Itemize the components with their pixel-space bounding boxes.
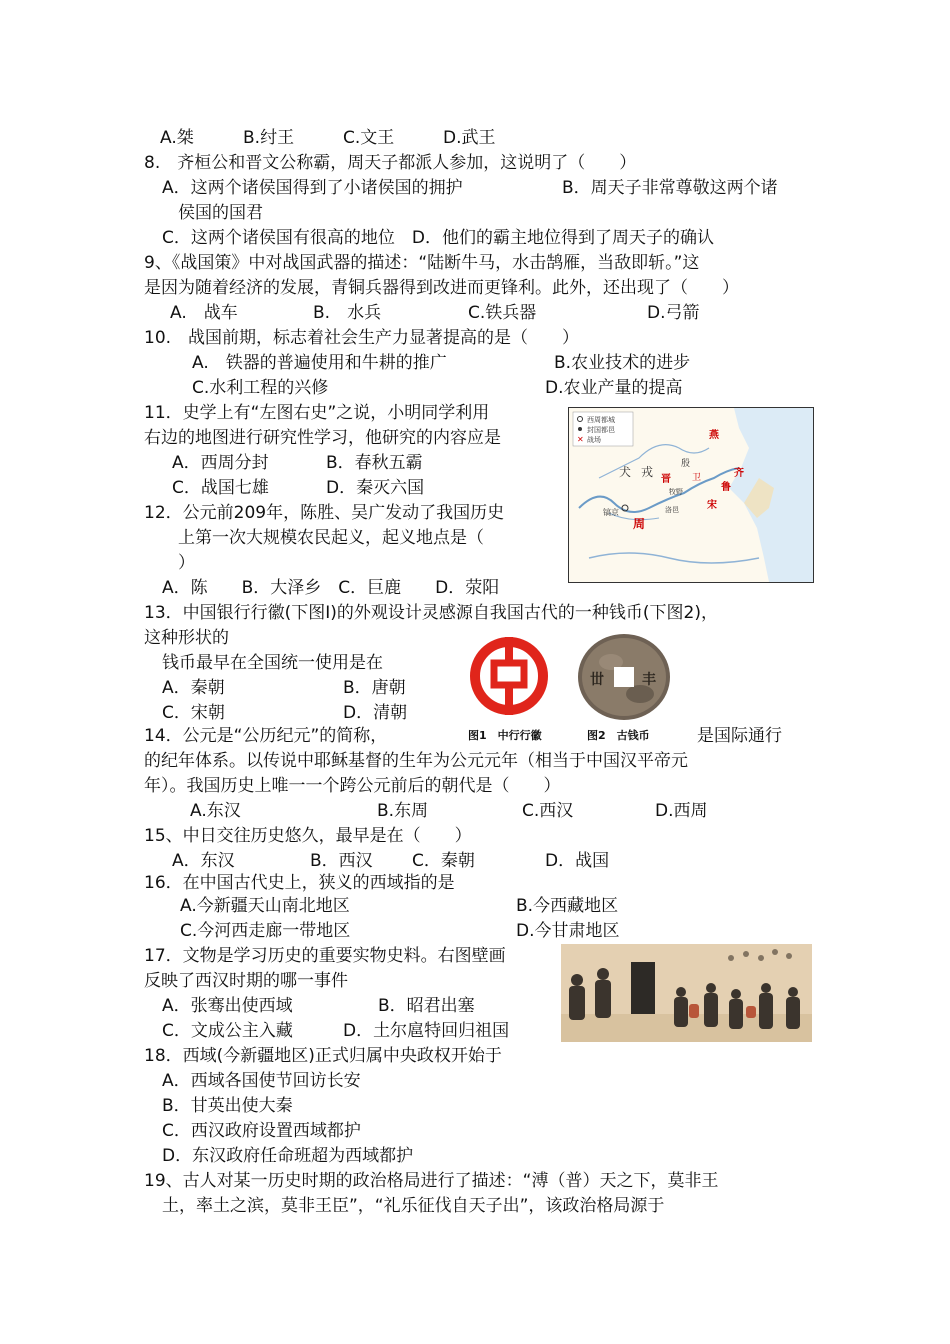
historical-map bbox=[568, 407, 814, 583]
q11-option-a: A．西周分封 bbox=[172, 453, 269, 473]
q17-option-a: A．张骞出使西域 bbox=[162, 996, 293, 1016]
map-label-rong: 戎 bbox=[641, 465, 654, 479]
q8-option-a: A．这两个诸侯国得到了小诸侯国的拥护 bbox=[162, 178, 463, 198]
q17-line2: 反映了西汉时期的哪一事件 bbox=[144, 971, 348, 991]
boc-logo-icon bbox=[468, 635, 550, 717]
q14-line1-b: 是国际通行 bbox=[697, 726, 782, 746]
q16-option-c: C.今河西走廊一带地区 bbox=[180, 921, 351, 941]
q13-option-d: D．清朝 bbox=[343, 703, 408, 723]
q10-option-a: A. 铁器的普遍使用和牛耕的推广 bbox=[192, 353, 447, 373]
q7-option-b: B.纣王 bbox=[243, 128, 295, 148]
mural-image bbox=[561, 944, 812, 1042]
q11-option-d: D．秦灭六国 bbox=[326, 478, 425, 498]
map-label-jin: 晋 bbox=[661, 474, 671, 485]
q18-option-b: B．甘英出使大秦 bbox=[162, 1096, 293, 1116]
q8-stem: 8. 齐桓公和晋文公称霸，周天子都派人参加，这说明了（ ） bbox=[144, 153, 637, 173]
q10-option-d: D.农业产量的提高 bbox=[545, 378, 683, 398]
q12-options: A．陈 B．大泽乡 C．巨鹿 D．荥阳 bbox=[162, 578, 500, 598]
map-legend-1: 西周都城 bbox=[587, 416, 615, 424]
mural-illustration bbox=[561, 944, 812, 1042]
q13-option-c: C．宋朝 bbox=[162, 703, 225, 723]
q18-option-d: D．东汉政府任命班超为西域都护 bbox=[162, 1146, 414, 1166]
q18-stem: 18．西域(今新疆地区)正式归属中央政权开始于 bbox=[144, 1046, 502, 1066]
map-label-luoyi: 洛邑 bbox=[665, 506, 679, 514]
q14-line3: 年）。我国历史上唯一一个跨公元前后的朝代是（ ） bbox=[144, 776, 561, 796]
q15-option-b: B．西汉 bbox=[310, 851, 373, 871]
q13-line3: 钱币最早在全国统一使用是在 bbox=[162, 653, 383, 673]
q8-options-cd: C．这两个诸侯国有很高的地位 D．他们的霸主地位得到了周天子的确认 bbox=[162, 228, 714, 248]
q10-option-b: B.农业技术的进步 bbox=[554, 353, 691, 373]
q8-option-b-continued: 侯国的国君 bbox=[178, 203, 263, 223]
q13-line1: 13．中国银行行徽(下图Ⅰ)的外观设计灵感源自我国古代的一种钱币(下图2)， bbox=[144, 603, 718, 623]
q11-line1: 11．史学上有“左图右史”之说，小明同学利用 bbox=[144, 403, 490, 423]
map-label-song: 宋 bbox=[707, 500, 717, 511]
q17-line1: 17．文物是学习历史的重要实物史料。右图壁画 bbox=[144, 946, 506, 966]
q18-option-a: A．西域各国使节回访长安 bbox=[162, 1071, 361, 1091]
q13-option-b: B．唐朝 bbox=[343, 678, 406, 698]
q19-line2: 土，率土之滨，莫非王臣”，“礼乐征伐自天子出”，该政治格局源于 bbox=[162, 1196, 665, 1216]
q16-option-d: D.今甘肃地区 bbox=[516, 921, 620, 941]
map-label-lu: 鲁 bbox=[721, 482, 731, 493]
q17-option-b: B．昭君出塞 bbox=[378, 996, 475, 1016]
map-legend-3: 战场 bbox=[587, 436, 601, 444]
ancient-coin-figure bbox=[576, 632, 672, 722]
figure2-caption: 图2 古钱币 bbox=[587, 729, 650, 742]
q11-option-b: B．春秋五霸 bbox=[326, 453, 423, 473]
q17-option-c: C．文成公主入藏 bbox=[162, 1021, 293, 1041]
q10-option-c: C.水利工程的兴修 bbox=[192, 378, 329, 398]
q9-line2: 是因为随着经济的发展，青铜兵器得到改进而更锋利。此外，还出现了（ ） bbox=[144, 278, 739, 298]
q15-option-a: A．东汉 bbox=[172, 851, 235, 871]
q7-option-a: A.桀 bbox=[160, 128, 194, 148]
legend-battle-icon: ✕ bbox=[577, 435, 584, 444]
map-label-yin: 殷 bbox=[681, 459, 691, 469]
map-svg bbox=[569, 408, 813, 582]
q14-line2: 的纪年体系。以传说中耶稣基督的生年为公元元年（相当于中国汉平帝元 bbox=[144, 751, 688, 771]
map-label-quan: 犬 bbox=[619, 465, 632, 479]
q7-option-d: D.武王 bbox=[443, 128, 496, 148]
q15-option-c: C．秦朝 bbox=[412, 851, 475, 871]
map-label-wei: 卫 bbox=[692, 473, 702, 483]
q14-option-b: B.东周 bbox=[377, 801, 429, 821]
q9-option-a: A. 战车 bbox=[170, 303, 238, 323]
q11-line2: 右边的地图进行研究性学习，他研究的内容应是 bbox=[144, 428, 501, 448]
q15-stem: 15、中日交往历史悠久，最早是在（ ） bbox=[144, 826, 472, 846]
river-south bbox=[589, 553, 759, 563]
q18-option-c: C．西汉政府设置西域都护 bbox=[162, 1121, 361, 1141]
q16-option-b: B.今西藏地区 bbox=[516, 896, 619, 916]
map-label-qi: 齐 bbox=[734, 468, 744, 479]
q14-option-a: A.东汉 bbox=[190, 801, 241, 821]
q8-option-b: B．周天子非常尊敬这两个诸 bbox=[562, 178, 778, 198]
q15-option-d: D．战国 bbox=[545, 851, 610, 871]
q9-option-d: D.弓箭 bbox=[647, 303, 700, 323]
q9-option-b: B. 水兵 bbox=[313, 303, 382, 323]
q14-option-d: D.西周 bbox=[655, 801, 708, 821]
figure1-caption: 图1 中行行徽 bbox=[468, 729, 542, 742]
q14-option-c: C.西汉 bbox=[522, 801, 574, 821]
map-label-yan: 燕 bbox=[709, 430, 719, 441]
q12-line3: ） bbox=[178, 553, 195, 573]
ancient-coin-icon bbox=[576, 632, 672, 722]
q16-option-a: A.今新疆天山南北地区 bbox=[180, 896, 350, 916]
q16-stem: 16．在中国古代史上，狭义的西域指的是 bbox=[144, 873, 455, 893]
q19-line1: 19、古人对某一历史时期的政治格局进行了描述：“溥（普）天之下，莫非王 bbox=[144, 1171, 719, 1191]
legend-fief-icon bbox=[578, 427, 582, 431]
q12-line1: 12．公元前209年，陈胜、吴广发动了我国历史 bbox=[144, 503, 505, 523]
map-label-muye: 牧野 bbox=[669, 488, 683, 496]
q14-line1-a: 14．公元是“公历纪元”的简称， bbox=[144, 726, 388, 746]
q12-line2: 上第一次大规模农民起义，起义地点是（ bbox=[178, 528, 484, 548]
q13-line2: 这种形状的 bbox=[144, 628, 229, 648]
boc-logo-figure bbox=[468, 635, 550, 717]
map-label-haojing: 镐京 bbox=[603, 508, 619, 517]
q9-option-c: C.铁兵器 bbox=[468, 303, 537, 323]
q13-option-a: A．秦朝 bbox=[162, 678, 225, 698]
map-legend-2: 封国都邑 bbox=[587, 426, 615, 434]
map-label-zhou: 周 bbox=[633, 517, 646, 531]
q10-stem: 10. 战国前期，标志着社会生产力显著提高的是（ ） bbox=[144, 328, 580, 348]
q9-line1: 9、《战国策》中对战国武器的描述：“陆断牛马，水击鹄雁，当敌即斩。”这 bbox=[144, 253, 700, 273]
q11-option-c: C．战国七雄 bbox=[172, 478, 269, 498]
q7-option-c: C.文王 bbox=[343, 128, 395, 148]
svg-text:丗: 丗 bbox=[590, 672, 604, 688]
svg-text:丰: 丰 bbox=[642, 672, 656, 688]
q17-option-d: D．土尔扈特回归祖国 bbox=[343, 1021, 510, 1041]
